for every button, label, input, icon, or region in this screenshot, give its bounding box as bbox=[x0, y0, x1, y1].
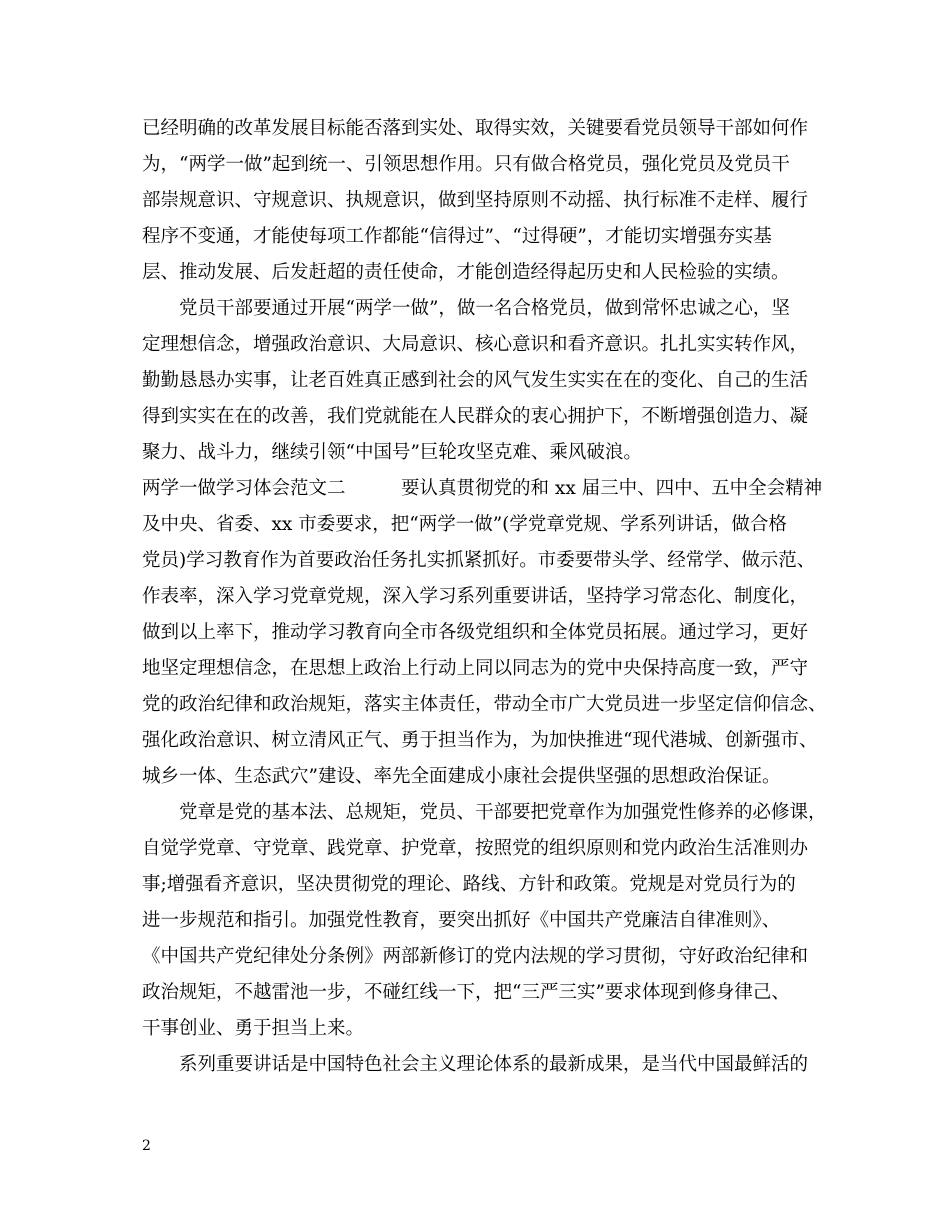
body-text-line: 部崇规意识、守规意识、执规意识，做到坚持原则不动摇、执行标准不走样、履行 bbox=[142, 190, 809, 211]
body-text-line: 及中央、省委、xx 市委要求，把“两学一做”(学党章党规、学系列讲话，做合格 bbox=[142, 514, 787, 535]
body-text-line: 党的政治纪律和政治规矩，落实主体责任，带动全市广大党员进一步坚定信仰信念、 bbox=[142, 694, 827, 715]
body-text-line: 层、推动发展、后发赶超的责任使命，才能创造经得起历史和人民检验的实绩。 bbox=[142, 262, 790, 283]
body-text-line: 勤勤恳恳办实事，让老百姓真正感到社会的风气发生实实在在的变化、自己的生活 bbox=[142, 370, 809, 391]
body-text-line: 聚力、战斗力，继续引领“中国号”巨轮攻坚克难、乘风破浪。 bbox=[142, 442, 642, 463]
body-text-line: 进一步规范和指引。加强党性教育，要突出抓好《中国共产党廉洁自律准则》、 bbox=[142, 910, 781, 931]
body-text-line: 干事创业、勇于担当上来。 bbox=[142, 1018, 365, 1039]
body-text-line: 做到以上率下，推动学习教育向全市各级党组织和全体党员拓展。通过学习，更好 bbox=[142, 622, 809, 643]
body-text-line: 已经明确的改革发展目标能否落到实处、取得实效，关键要看党员领导干部如何作 bbox=[142, 118, 809, 139]
body-text-line: 为，“两学一做”起到统一、引领思想作用。只有做合格党员，强化党员及党员干 bbox=[142, 154, 790, 175]
body-text-line: 党员干部要通过开展“两学一做”，做一名合格党员，做到常怀忠诚之心，坚 bbox=[142, 298, 790, 319]
body-text-line: 党章是党的基本法、总规矩，党员、干部要把党章作为加强党性修养的必修课， bbox=[142, 802, 827, 823]
body-text-line: 政治规矩，不越雷池一步，不碰红线一下，把“三严三实”要求体现到修身律己、 bbox=[142, 982, 790, 1003]
page-number: 2 bbox=[142, 1138, 151, 1154]
body-text-line: 系列重要讲话是中国特色社会主义理论体系的最新成果，是当代中国最鲜活的 bbox=[142, 1054, 809, 1075]
body-text-line: 事;增强看齐意识，坚决贯彻党的理论、路线、方针和政策。党规是对党员行为的 bbox=[142, 874, 796, 895]
body-text-line: 程序不变通，才能使每项工作都能“信得过”、“过得硬”，才能切实增强夯实基 bbox=[142, 226, 772, 247]
body-text-line: 得到实实在在的改善，我们党就能在人民群众的衷心拥护下，不断增强创造力、凝 bbox=[142, 406, 809, 427]
body-text-line: 两学一做学习体会范文二 要认真贯彻党的和 xx 届三中、四中、五中全会精神 bbox=[142, 478, 823, 499]
body-text-line: 地坚定理想信念，在思想上政治上行动上同以同志为的党中央保持高度一致，严守 bbox=[142, 658, 809, 679]
body-text-line: 城乡一体、生态武穴”建设、率先全面建成小康社会提供坚强的思想政治保证。 bbox=[142, 766, 781, 787]
body-text-line: 自觉学党章、守党章、践党章、护党章，按照党的组织原则和党内政治生活准则办 bbox=[142, 838, 809, 859]
body-text-line: 党员)学习教育作为首要政治任务扎实抓紧抓好。市委要带头学、经常学、做示范、 bbox=[142, 550, 816, 571]
body-text-line: 强化政治意识、树立清风正气、勇于担当作为，为加快推进“现代港城、创新强市、 bbox=[142, 730, 818, 751]
body-text-line: 《中国共产党纪律处分条例》两部新修订的党内法规的学习贯彻，守好政治纪律和 bbox=[142, 946, 809, 967]
body-text-line: 定理想信念，增强政治意识、大局意识、核心意识和看齐意识。扎扎实实转作风， bbox=[142, 334, 809, 355]
body-text-line: 作表率，深入学习党章党规，深入学习系列重要讲话，坚持学习常态化、制度化， bbox=[142, 586, 809, 607]
